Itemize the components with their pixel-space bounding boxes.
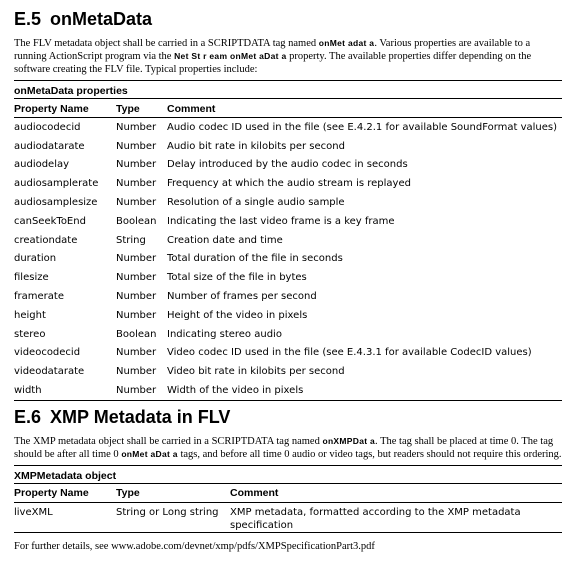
table-row [14,325,562,344]
cell-comment: Creation date and time [167,234,283,246]
cell-property-name: filesize [14,272,49,284]
table-row [14,362,562,381]
cell-property-name: audiosamplesize [14,197,98,209]
cell-property-name: canSeekToEnd [14,215,86,227]
table-row [14,250,562,269]
column-header-type: Type [116,99,167,118]
cell-property-name: audiocodecid [14,121,81,133]
cell-comment: Indicating stereo audio [167,328,282,340]
cell-type: Number [116,272,157,284]
table-row [14,212,562,231]
cell-type: Boolean [116,328,157,340]
paragraph-text: property. The available properties differ depending on the software creating the FLV file. Typical properties include: [14,51,532,75]
xmpmetadata-object-table [14,483,562,533]
cell-comment: Resolution of a single audio sample [167,197,345,209]
table-row [14,502,562,532]
cell-comment: Indicating the last video frame is a key frame [167,215,395,227]
cell-property-name: creationdate [14,234,78,246]
cell-property-name: liveXML [14,502,116,532]
cell-type: Number [116,197,157,209]
cell-type: Boolean [116,215,157,227]
table-row [14,287,562,306]
section-heading-e5 [14,8,562,30]
table-row [14,193,562,212]
footer-note: For further details, see www.adobe.com/devnet/xmp/pdfs/XMPSpecificationPart3.pdf [14,540,375,552]
table-row [14,381,562,400]
code-text: onMet aDat a [121,448,178,459]
code-text: Net St r eam onMet aDat a [174,51,287,61]
cell-type: Number [116,309,157,321]
cell-type: Number [116,121,157,133]
cell-property-name: audiodatarate [14,140,85,152]
section-number: E.5 [14,9,42,29]
cell-type: Number [116,347,157,359]
cell-property-name: height [14,309,46,321]
table-row [14,231,562,250]
cell-property-name: framerate [14,291,64,303]
section-e5-paragraph [14,37,562,76]
column-header-property: Property Name [14,99,116,118]
code-text: onXMPDat a [322,435,376,446]
cell-comment: Audio codec ID used in the file (see E.4.2.1 for available SoundFormat values) [167,121,558,133]
cell-property-name: audiodelay [14,159,70,171]
table-row [14,344,562,363]
cell-comment: Audio bit rate in kilobits per second [167,140,345,152]
column-header-type: Type [116,483,230,502]
cell-comment: Total duration of the file in seconds [167,253,343,265]
table-row [14,306,562,325]
cell-property-name: videocodecid [14,347,81,359]
cell-comment: Video codec ID used in the file (see E.4.3.1 for available CodecID values) [167,347,532,359]
cell-type: String [116,234,146,246]
onmetadata-properties-table [14,98,562,401]
table-row [14,156,562,175]
table-row [14,137,562,156]
cell-property-name: width [14,381,116,400]
column-header-comment: Comment [167,99,562,118]
cell-type: Number [116,253,157,265]
table-header-row [14,99,562,118]
paragraph-text: The XMP metadata object shall be carried in a SCRIPTDATA tag named [14,435,323,447]
code-text: onMet adat a [318,38,375,48]
cell-comment: Number of frames per second [167,291,317,303]
paragraph-text: tags, and before all time 0 audio or video tags, but readers should not require this ordering. [177,448,562,460]
cell-type: Number [116,178,157,190]
table-title-xmpmetadata: XMPMetadata object [14,465,562,483]
table-row [14,268,562,287]
cell-type: Number [116,291,157,303]
cell-comment: Video bit rate in kilobits per second [167,366,345,378]
cell-comment: XMP metadata, formatted according to the XMP metadata specification [230,502,562,532]
table-row [14,118,562,137]
cell-type: Number [116,159,157,171]
section-title: XMP Metadata in FLV [50,406,231,427]
cell-comment: Frequency at which the audio stream is replayed [167,178,411,190]
table-row [14,174,562,193]
cell-type: Number [116,366,157,378]
cell-property-name: videodatarate [14,366,85,378]
paragraph-text: . Various properties are available to a running ActionScript program via the [14,38,531,62]
cell-comment: Height of the video in pixels [167,309,308,321]
cell-comment: Width of the video in pixels [167,381,562,400]
table-title-onmetadata: onMetaData properties [14,80,562,98]
section-title: onMetaData [50,9,153,29]
paragraph-text: The FLV metadata object shall be carried in a SCRIPTDATA tag named [14,38,319,49]
column-header-comment: Comment [230,483,562,502]
cell-type: Number [116,381,167,400]
cell-comment: Delay introduced by the audio codec in seconds [167,159,408,171]
section-e6-paragraph [14,435,562,461]
cell-property-name: audiosamplerate [14,178,99,190]
column-header-property: Property Name [14,483,116,502]
paragraph-text: . The tag shall be placed at time 0. The tag should be after all time 0 [14,435,554,460]
cell-type: Number [116,140,157,152]
cell-property-name: stereo [14,328,46,340]
cell-property-name: duration [14,253,57,265]
cell-comment: Total size of the file in bytes [167,272,307,284]
cell-type: String or Long string [116,502,230,532]
table-header-row [14,483,562,502]
section-heading-e6 [14,406,562,428]
section-number: E.6 [14,406,42,427]
